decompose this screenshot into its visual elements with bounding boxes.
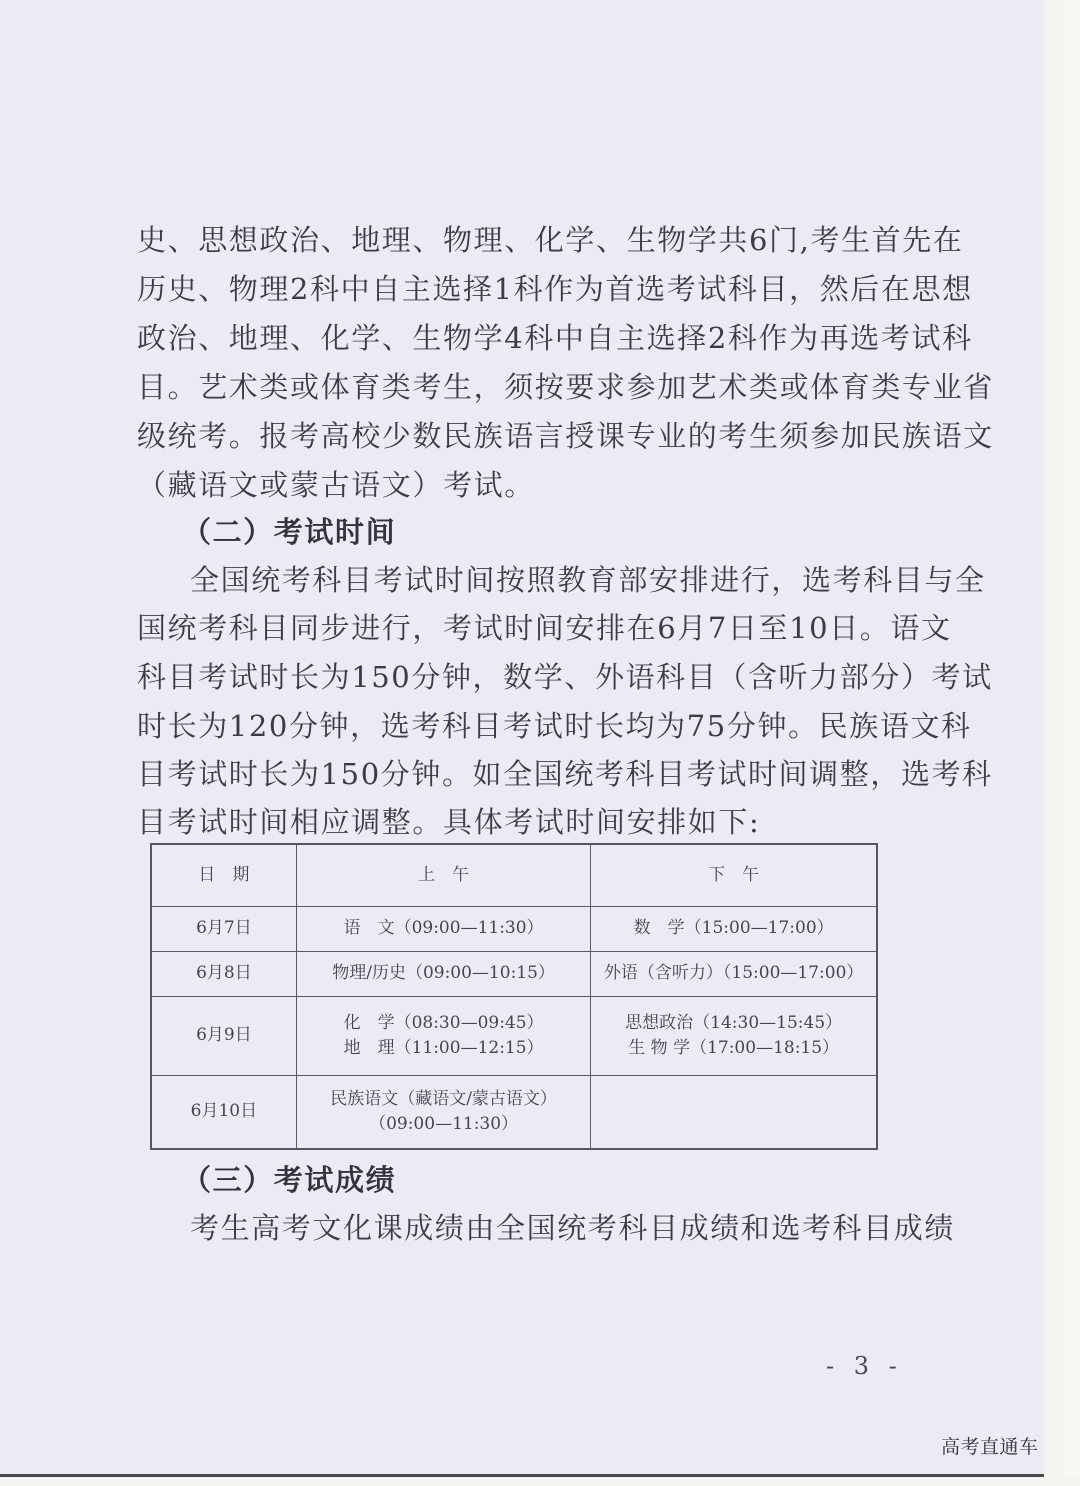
cell-date: 6月9日 — [151, 996, 296, 1075]
morning-exam-2: 地 理（11:00—12:15） — [343, 1037, 544, 1058]
cell-date: 6月10日 — [151, 1075, 296, 1149]
table-row — [151, 996, 877, 1075]
cell-afternoon-empty — [591, 1075, 877, 1149]
morning-exam-1: 化 学（08:30—09:45） — [343, 1012, 544, 1033]
paragraph-2-line-4: 时长为120分钟，选考科目考试时长均为75分钟。民族语文科 — [137, 709, 972, 743]
header-afternoon: 下 午 — [591, 844, 877, 906]
section-heading-exam-score: （三）考试成绩 — [182, 1163, 397, 1197]
cell-morning — [296, 1075, 591, 1149]
cell-afternoon — [591, 951, 877, 996]
paragraph-1-line-4: 目。艺术类或体育类考生，须按要求参加艺术类或体育类专业省 — [137, 370, 994, 404]
paragraph-2-line-1: 全国统考科目考试时间按照教育部安排进行，选考科目与全 — [190, 563, 986, 597]
paragraph-1-line-5: 级统考。报考高校少数民族语言授课专业的考生须参加民族语文 — [137, 419, 994, 453]
cell-afternoon — [591, 996, 877, 1075]
cell-morning — [296, 996, 591, 1075]
paragraph-2-line-5: 目考试时长为150分钟。如全国统考科目考试时间调整，选考科 — [137, 757, 993, 791]
afternoon-exam: 外语（含听力）（15:00—17:00） — [603, 963, 864, 983]
morning-exam: 物理/历史（09:00—10:15） — [332, 963, 555, 983]
afternoon-exam-1: 思想政治（14:30—15:45） — [625, 1012, 843, 1033]
scan-margin-right — [1044, 0, 1080, 1486]
cell-date: 6月7日 — [151, 906, 296, 951]
paragraph-2-line-6: 目考试时间相应调整。具体考试时间安排如下: — [137, 805, 761, 839]
afternoon-exam: 数 学（15:00—17:00） — [633, 918, 834, 938]
paragraph-2-line-3: 科目考试时长为150分钟，数学、外语科目（含听力部分）考试 — [137, 660, 993, 694]
cell-afternoon — [591, 906, 877, 951]
morning-exam-line-1: 民族语文（藏语文/蒙古语文） — [330, 1088, 557, 1109]
morning-exam: 语 文（09:00—11:30） — [343, 918, 544, 938]
source-watermark: 高考直通车 — [941, 1436, 1039, 1458]
paragraph-2-line-2: 国统考科目同步进行，考试时间安排在6月7日至10日。语文 — [137, 611, 952, 645]
table-header-row — [151, 844, 877, 906]
table-row — [151, 906, 877, 951]
scan-margin-bottom — [0, 1477, 1080, 1486]
cell-morning — [296, 906, 591, 951]
paragraph-1-line-6: （藏语文或蒙古语文）考试。 — [137, 468, 535, 502]
morning-exam-line-2: （09:00—11:30） — [369, 1113, 519, 1134]
table-row — [151, 1075, 877, 1149]
header-morning: 上 午 — [296, 844, 591, 906]
cell-date: 6月8日 — [151, 951, 296, 996]
paragraph-1-line-1: 史、思想政治、地理、物理、化学、生物学共6门,考生首先在 — [137, 223, 964, 257]
table-row — [151, 951, 877, 996]
exam-schedule-table — [150, 843, 878, 1150]
cell-morning — [296, 951, 591, 996]
header-date: 日 期 — [151, 844, 296, 906]
paragraph-1-line-3: 政治、地理、化学、生物学4科中自主选择2科作为再选考试科 — [137, 321, 973, 355]
page-number: - 3 - — [826, 1352, 903, 1380]
paragraph-1-line-2: 历史、物理2科中自主选择1科作为首选考试科目，然后在思想 — [137, 272, 973, 306]
section-heading-exam-time: （二）考试时间 — [182, 515, 397, 549]
paragraph-3-line-1: 考生高考文化课成绩由全国统考科目成绩和选考科目成绩 — [190, 1211, 956, 1245]
afternoon-exam-2: 生 物 学（17:00—18:15） — [628, 1037, 840, 1058]
